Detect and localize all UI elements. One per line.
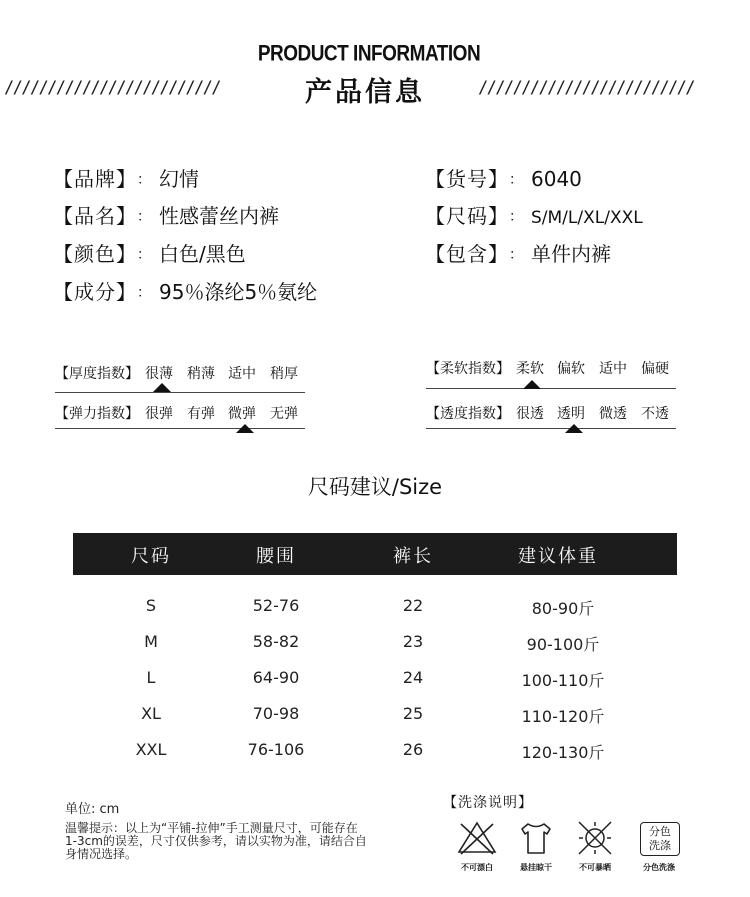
info-key: 【品牌】	[53, 167, 127, 191]
icon-text: 分色	[649, 825, 671, 838]
tip-line: 1-3cm的误差，尺寸仅供参考，请以实物为准，请结合自	[65, 834, 367, 848]
scale-option: 微弹	[228, 406, 256, 422]
scale-marker-icon	[523, 380, 541, 389]
table-row	[0, 704, 750, 726]
scale-option: 适中	[599, 361, 627, 377]
info-item-no	[425, 163, 582, 192]
care-label: 不可暴晒	[579, 863, 611, 872]
size-chart-title: 尺码建议/Size	[307, 475, 443, 499]
scale-option: 柔软	[516, 361, 544, 377]
info-colon: ：	[137, 209, 151, 225]
info-key: 【尺码】	[425, 204, 499, 228]
header-slashes-left: /////////////////////////	[4, 78, 220, 98]
softness-scale	[426, 358, 676, 390]
table-row	[0, 668, 750, 690]
info-value: S/M/L/XL/XXL	[531, 208, 643, 228]
cell-size: M	[144, 632, 158, 651]
care-label: 不可漂白	[461, 863, 493, 872]
icon-text: 洗涤	[649, 839, 671, 852]
info-colon: ：	[509, 172, 523, 188]
info-colon: ：	[509, 247, 523, 263]
cell-length: 26	[402, 740, 424, 759]
scale-line	[426, 428, 676, 429]
cell-size: S	[145, 596, 157, 615]
column-header-weight: 建议体重	[518, 546, 598, 567]
scale-option: 偏硬	[641, 361, 669, 377]
scale-line	[426, 388, 676, 389]
thickness-scale	[55, 363, 305, 393]
cell-weight: 90-100斤	[526, 635, 600, 654]
table-row	[0, 596, 750, 618]
care-label: 分色洗涤	[643, 863, 675, 872]
cell-waist: 64-90	[252, 668, 300, 687]
cell-weight: 110-120斤	[521, 707, 605, 726]
scale-line	[55, 428, 305, 429]
scale-option: 微透	[599, 406, 627, 422]
cell-waist: 76-106	[247, 740, 305, 759]
cell-length: 22	[402, 596, 424, 615]
info-key: 【包含】	[425, 242, 499, 266]
scale-marker-icon	[565, 424, 583, 433]
cell-weight: 100-110斤	[521, 671, 605, 690]
scale-option: 不透	[641, 406, 669, 422]
tip-line: 身情况选择。	[65, 847, 138, 861]
cell-waist: 52-76	[252, 596, 300, 615]
cell-size: XL	[141, 704, 161, 723]
table-row	[0, 632, 750, 654]
cell-length: 25	[402, 704, 424, 723]
cell-length: 23	[402, 632, 424, 651]
info-value: 幻情	[159, 167, 199, 191]
table-row	[0, 740, 750, 762]
info-includes	[425, 238, 611, 267]
info-name	[53, 200, 279, 229]
info-value: 单件内裤	[531, 242, 611, 266]
column-header-length: 裤长	[393, 546, 433, 567]
scale-option: 有弹	[187, 406, 215, 422]
info-key: 【颜色】	[53, 242, 127, 266]
separate-wash-icon	[640, 822, 680, 856]
info-colon: ：	[509, 209, 523, 225]
info-value: 白色/黑色	[159, 242, 246, 266]
header-title-en: PRODUCT INFORMATION	[257, 42, 481, 67]
scale-option: 稍薄	[187, 366, 215, 382]
column-header-size: 尺码	[131, 546, 171, 567]
info-brand	[53, 163, 199, 192]
scale-marker-icon	[153, 383, 171, 392]
header-slashes-right: /////////////////////////	[478, 78, 694, 98]
scale-option: 适中	[228, 366, 256, 382]
info-colon: ：	[137, 247, 151, 263]
info-colon: ：	[137, 172, 151, 188]
size-table-header	[73, 533, 677, 575]
elasticity-scale	[55, 403, 305, 433]
scale-option: 很弹	[145, 406, 173, 422]
measurement-tip	[65, 822, 425, 861]
info-value: 6040	[531, 167, 582, 191]
cell-size: XXL	[135, 740, 167, 759]
header-title-cn: 产品信息	[305, 77, 425, 108]
transparency-scale	[426, 403, 676, 433]
info-colon: ：	[137, 285, 151, 301]
cell-weight: 120-130斤	[521, 743, 605, 762]
care-label: 悬挂晾干	[520, 863, 552, 872]
scale-label: 【弹力指数】	[55, 406, 139, 422]
scale-option: 偏软	[557, 361, 585, 377]
scale-line	[55, 392, 305, 393]
cell-size: L	[146, 668, 156, 687]
info-value: 95％涤纶5％氨纶	[159, 280, 318, 304]
scale-label: 【厚度指数】	[55, 366, 139, 382]
cell-length: 24	[402, 668, 424, 687]
scale-option: 稍厚	[270, 366, 298, 382]
hang-dry-icon	[514, 820, 558, 856]
cell-waist: 58-82	[252, 632, 300, 651]
info-composition	[53, 276, 317, 305]
scale-label: 【透度指数】	[426, 406, 510, 422]
no-bleach-icon	[455, 820, 499, 856]
scale-option: 很透	[516, 406, 544, 422]
tip-line: 温馨提示：以上为“平铺-拉伸”手工测量尺寸，可能存在	[65, 821, 358, 835]
scale-option: 无弹	[270, 406, 298, 422]
cell-weight: 80-90斤	[531, 599, 595, 618]
no-sun-dry-icon	[573, 820, 617, 856]
scale-label: 【柔软指数】	[426, 361, 510, 377]
care-title: 【洗涤说明】	[443, 795, 533, 811]
cell-waist: 70-98	[252, 704, 300, 723]
unit-note: 单位: cm	[65, 802, 120, 817]
scale-option: 透明	[557, 406, 585, 422]
info-color	[53, 238, 246, 267]
scale-marker-icon	[236, 424, 254, 433]
info-key: 【品名】	[53, 204, 127, 228]
scale-option: 很薄	[145, 366, 173, 382]
info-value: 性感蕾丝内裤	[159, 204, 279, 228]
column-header-waist: 腰围	[256, 546, 296, 567]
info-key: 【货号】	[425, 167, 499, 191]
info-size	[425, 200, 643, 229]
info-key: 【成分】	[53, 280, 127, 304]
